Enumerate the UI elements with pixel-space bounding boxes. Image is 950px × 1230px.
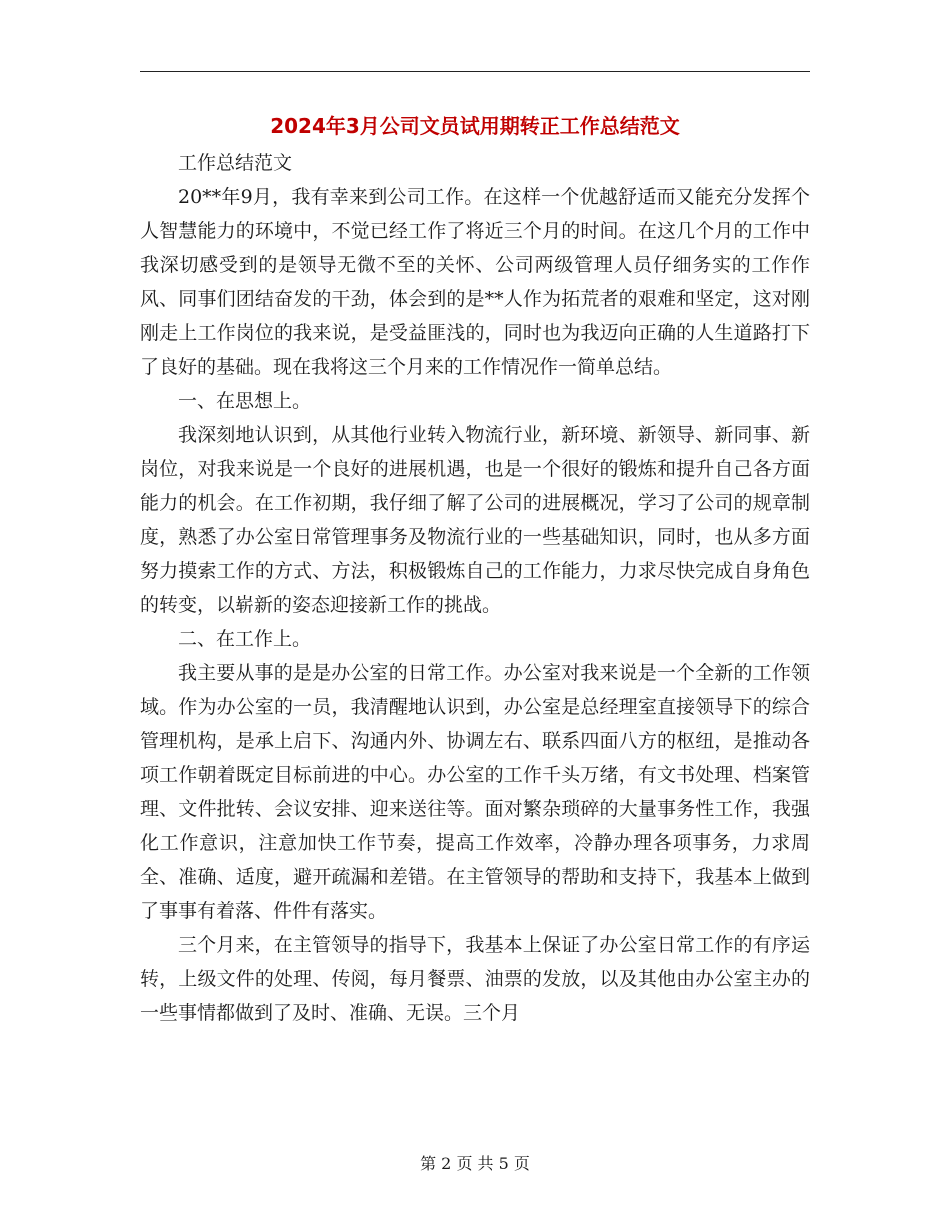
- header-rule: [140, 71, 810, 72]
- document-title: 2024年3月公司文员试用期转正工作总结范文: [270, 114, 680, 138]
- paragraph-three-months: 三个月来，在主管领导的指导下，我基本上保证了办公室日常工作的有序运转，上级文件的处理、传阅，每月餐票、油票的发放，以及其他由办公室主办的一些事情都做到了及时、准确、无误。三个月: [140, 934, 810, 1024]
- page-number-footer: 第 2 页 共 5 页: [420, 1154, 530, 1173]
- paragraph-subtitle: 工作总结范文: [178, 152, 293, 174]
- document-body: [140, 146, 810, 1030]
- paragraph-thought: 我深刻地认识到，从其他行业转入物流行业，新环境、新领导、新同事、新岗位，对我来说是一个良好的进展机遇，也是一个很好的锻炼和提升自己各方面能力的机会。在工作初期，我仔细了解了公司的进展概况，学习了公司的规章制度，熟悉了办公室日常管理事务及物流行业的一些基础知识，同时，也从多方面努力摸索工作的方式、方法，积极锻炼自己的工作能力，力求尽快完成自身角色的转变，以崭新的姿态迎接新工作的挑战。: [140, 424, 810, 616]
- section-heading-work: 二、在工作上。: [178, 628, 312, 650]
- section-heading-thought: 一、在思想上。: [178, 390, 312, 412]
- paragraph-work: 我主要从事的是是办公室的日常工作。办公室对我来说是一个全新的工作领域。作为办公室的一员，我清醒地认识到，办公室是总经理室直接领导下的综合管理机构，是承上启下、沟通内外、协调左右、联系四面八方的枢纽，是推动各项工作朝着既定目标前进的中心。办公室的工作千头万绪，有文书处理、档案管理、文件批转、会议安排、迎来送往等。面对繁杂琐碎的大量事务性工作，我强化工作意识，注意加快工作节奏，提高工作效率，冷静办理各项事务，力求周全、准确、适度，避开疏漏和差错。在主管领导的帮助和支持下，我基本上做到了事事有着落、件件有落实。: [140, 662, 810, 922]
- paragraph-intro: 20**年9月，我有幸来到公司工作。在这样一个优越舒适而又能充分发挥个人智慧能力的环境中，不觉已经工作了将近三个月的时间。在这几个月的工作中我深切感受到的是领导无微不至的关怀、公司两级管理人员仔细务实的工作作风、同事们团结奋发的干劲，体会到的是**人作为拓荒者的艰难和坚定，这对刚刚走上工作岗位的我来说，是受益匪浅的，同时也为我迈向正确的人生道路打下了良好的基础。现在我将这三个月来的工作情况作一简单总结。: [140, 186, 810, 378]
